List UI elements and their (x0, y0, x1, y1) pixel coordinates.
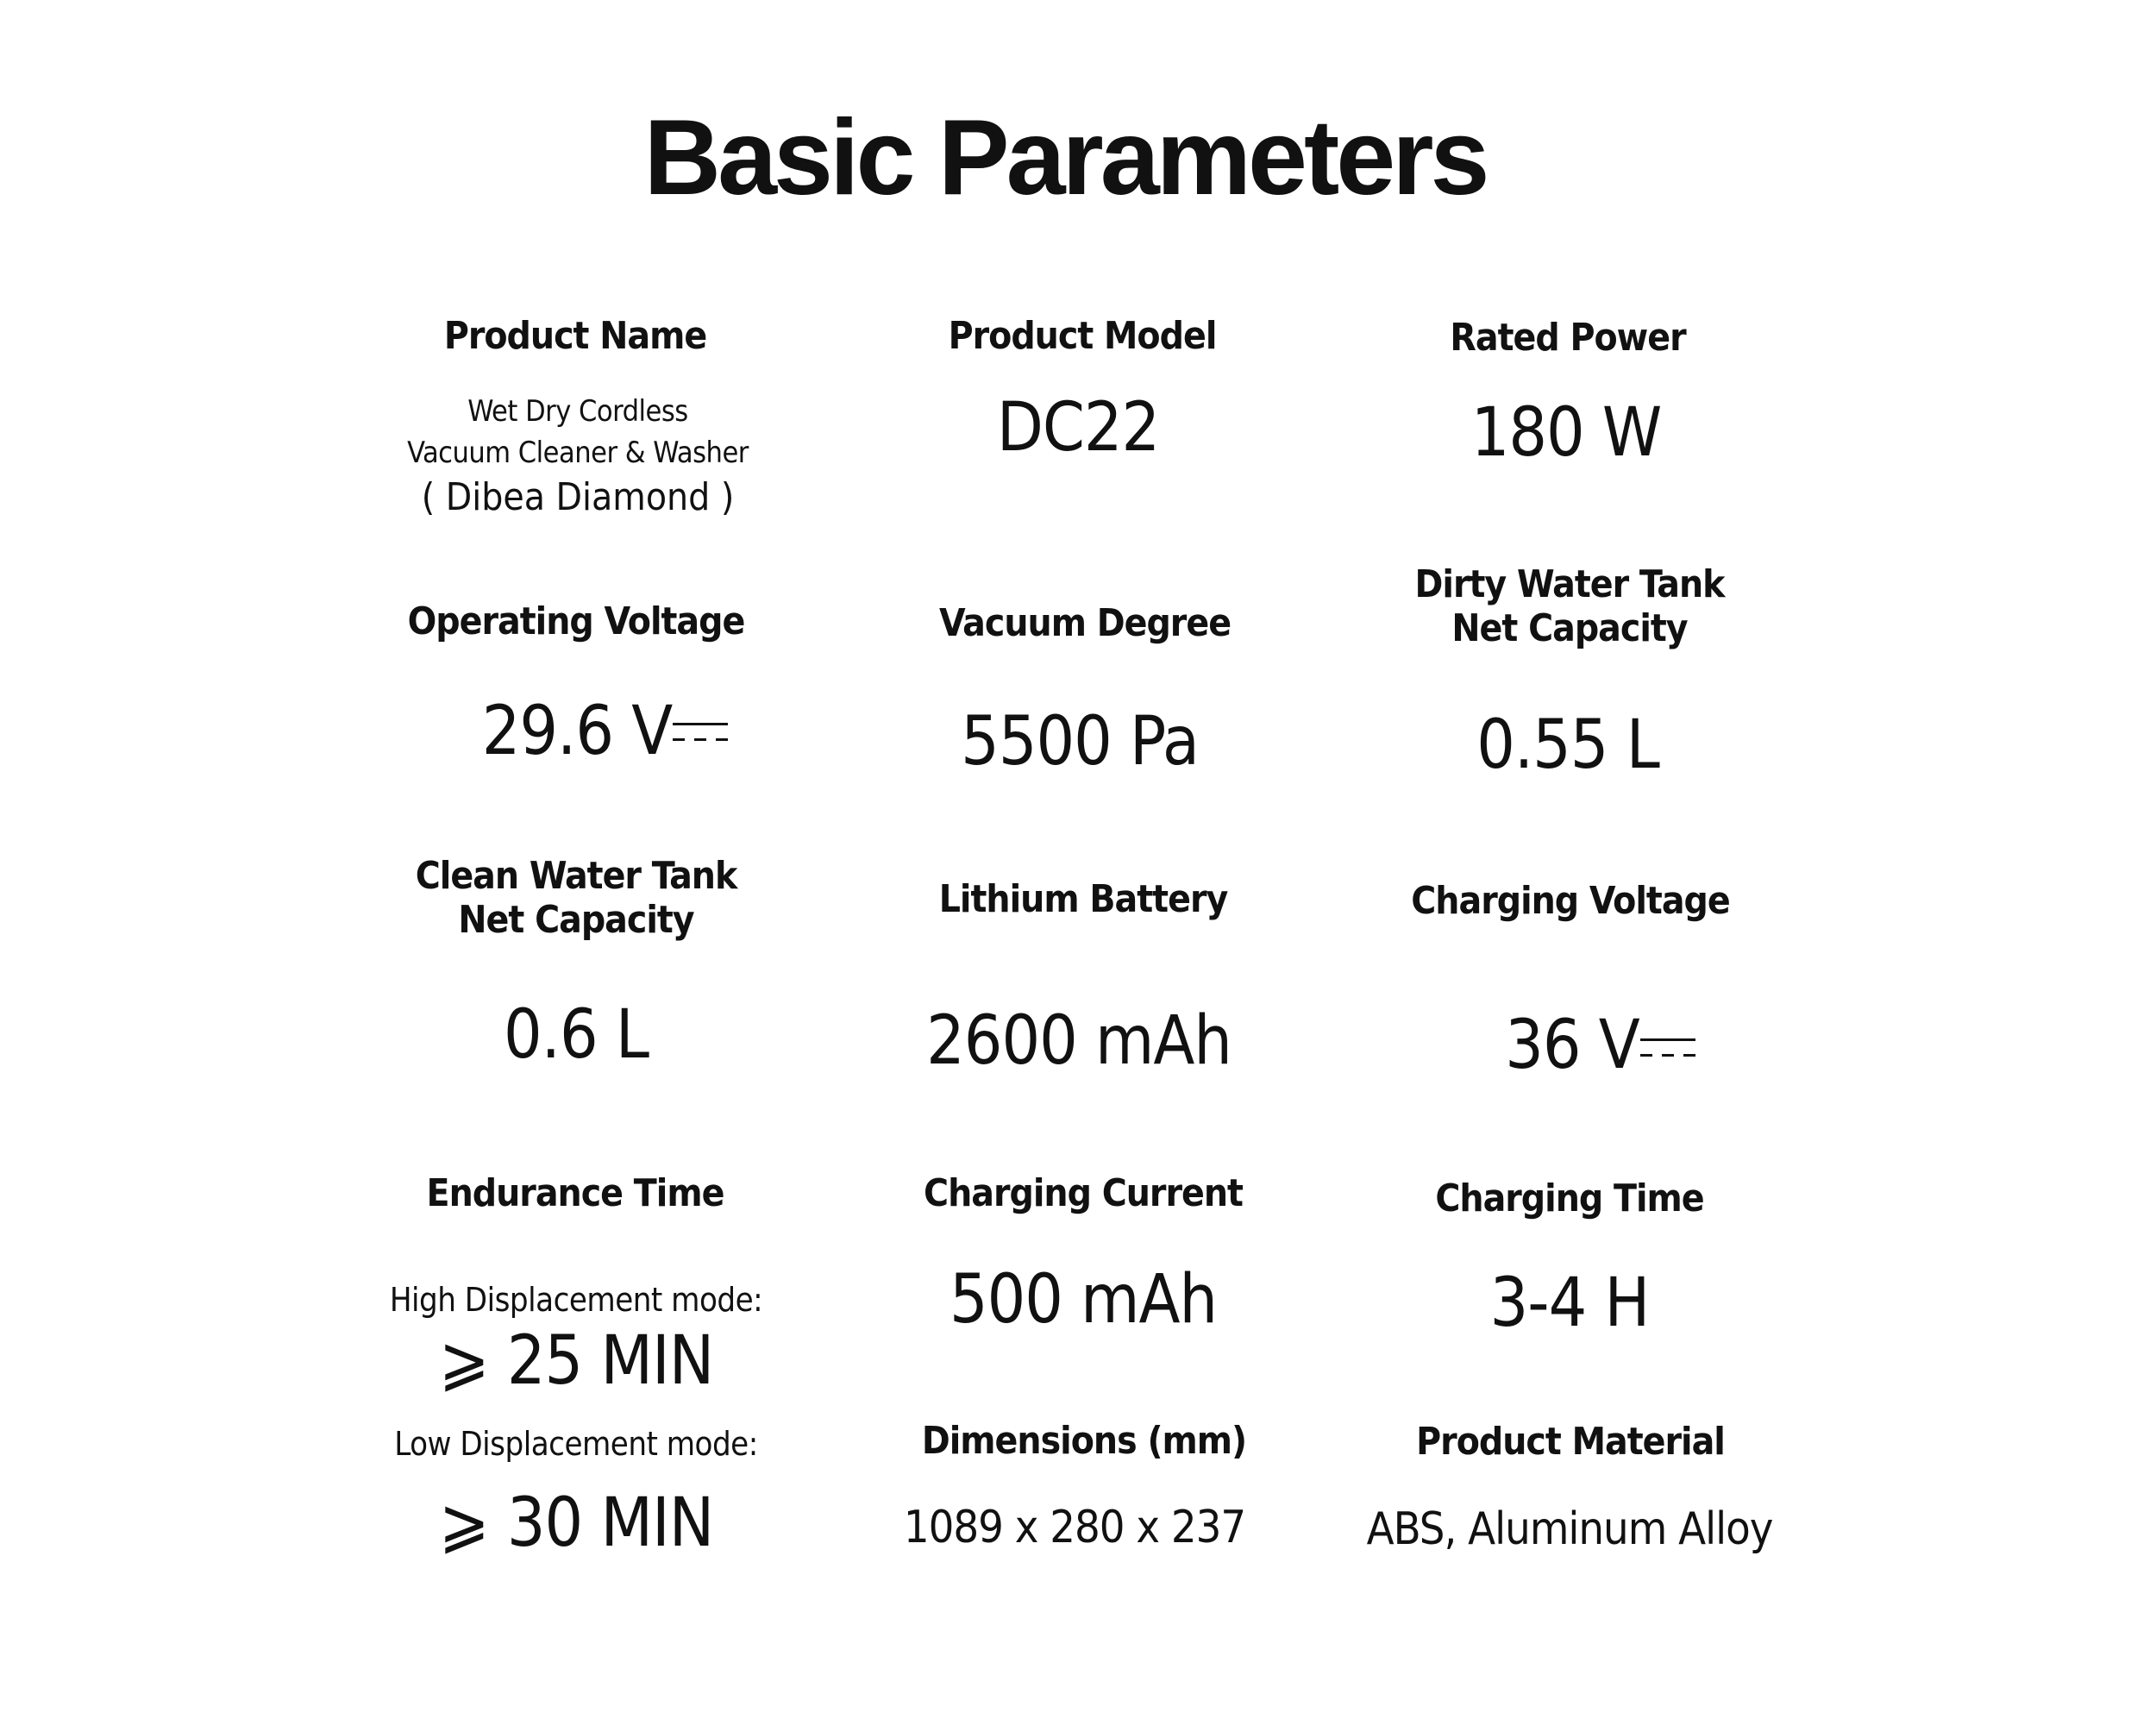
lithium-battery-label: Lithium Battery (938, 877, 1228, 921)
charging-time-label: Charging Time (1435, 1176, 1704, 1220)
high-displacement-mode-label: High Displacement mode: (389, 1281, 763, 1319)
dc-symbol-icon (1640, 1035, 1695, 1061)
product-model-label: Product Model (948, 314, 1217, 358)
charging-current-value: 500 mAh (949, 1261, 1218, 1339)
low-displacement-mode-value: ⩾ 30 MIN (438, 1484, 714, 1562)
low-displacement-mode-label: Low Displacement mode: (394, 1425, 758, 1463)
vacuum-degree-value: 5500 Pa (961, 703, 1199, 781)
dirty-water-tank-label-line2: Net Capacity (1451, 606, 1688, 650)
dirty-water-tank-value: 0.55 L (1476, 706, 1659, 784)
product-model-value: DC22 (996, 389, 1160, 467)
charging-current-label: Charging Current (924, 1171, 1243, 1215)
product-material-label: Product Material (1416, 1420, 1725, 1464)
product-name-value-line2: Vacuum Cleaner & Washer (407, 436, 749, 470)
dimensions-value: 1089 x 280 x 237 (903, 1502, 1246, 1553)
rated-power-label: Rated Power (1450, 316, 1686, 360)
clean-water-tank-label-line1: Clean Water Tank (415, 854, 737, 898)
dirty-water-tank-label-line1: Dirty Water Tank (1414, 562, 1725, 606)
dimensions-label: Dimensions (mm) (921, 1419, 1247, 1463)
charging-voltage-value: 36 V (1505, 1007, 1639, 1084)
charging-time-value: 3-4 H (1489, 1264, 1650, 1342)
clean-water-tank-value: 0.6 L (504, 996, 649, 1074)
vacuum-degree-label: Vacuum Degree (938, 601, 1232, 645)
rated-power-value: 180 W (1470, 394, 1662, 472)
operating-voltage-value: 29.6 V (481, 693, 673, 770)
product-name-label: Product Name (443, 314, 707, 358)
product-name-value-line1: Wet Dry Cordless (467, 394, 688, 429)
page-title: Basic Parameters (643, 98, 1487, 217)
dc-symbol-icon (673, 719, 728, 745)
operating-voltage-label: Operating Voltage (407, 599, 745, 643)
product-material-value: ABS, Aluminum Alloy (1366, 1503, 1773, 1555)
high-displacement-mode-value: ⩾ 25 MIN (438, 1322, 714, 1400)
charging-voltage-label: Charging Voltage (1411, 879, 1730, 923)
product-name-value-line3: ( Dibea Diamond ) (421, 475, 735, 519)
endurance-time-label: Endurance Time (426, 1171, 724, 1215)
clean-water-tank-label-line2: Net Capacity (458, 898, 694, 942)
lithium-battery-value: 2600 mAh (926, 1002, 1232, 1080)
